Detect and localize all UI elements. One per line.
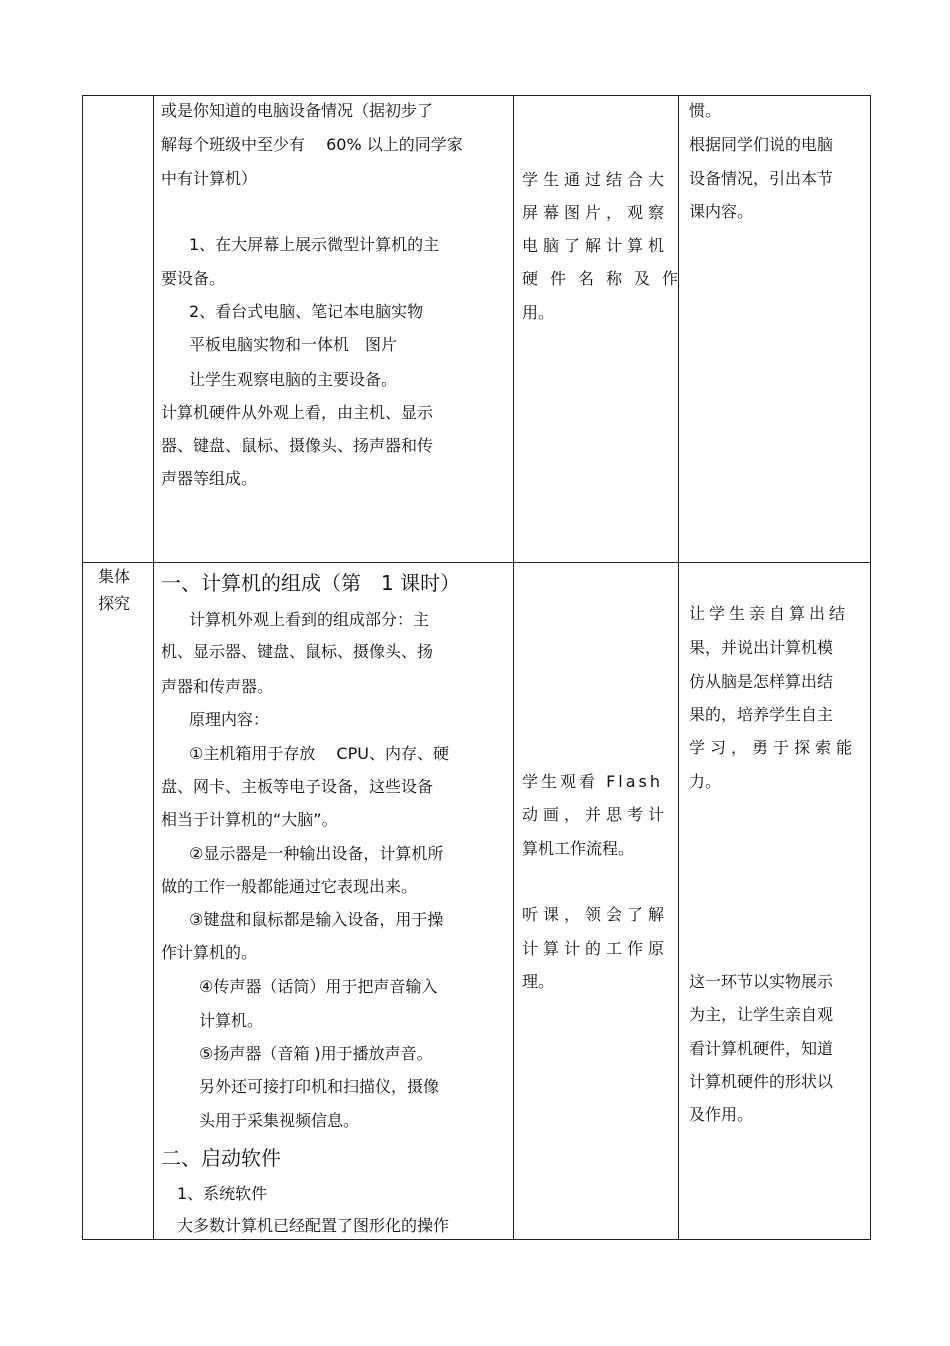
row1-intent-line: 课内容。 — [689, 202, 754, 221]
row2-student-line: 动画，并思考计 — [522, 805, 670, 824]
row2-student-line: 学生观看 Flash — [522, 772, 664, 791]
row1-content-line: 或是你知道的电脑设备情况（据初步了 — [161, 101, 434, 120]
row1-student-line: 硬件名称及作 — [522, 269, 691, 288]
row1-content-line: 1、在大屏幕上展示微型计算机的主 — [189, 235, 440, 254]
row2-student-line: 听课，领会了解 — [522, 905, 670, 924]
row2-content-line: 大多数计算机已经配置了图形化的操作 — [177, 1216, 450, 1235]
row1-student-line: 电脑了解计算机 — [522, 236, 670, 255]
row1-intent-line: 设备情况，引出本节 — [689, 169, 834, 188]
row2-intent-line: 这一环节以实物展示 — [689, 972, 834, 991]
row2-content-line: 作计算机的。 — [161, 943, 258, 962]
row2-content-line: 计算机。 — [199, 1011, 264, 1030]
row1-content-line: 解每个班级中至少有 60% 以上的同学家 — [161, 135, 463, 154]
row2-intent-line: 计算机硬件的形状以 — [689, 1072, 834, 1091]
table-top-border — [82, 95, 871, 96]
row2-content-line: 机、显示器、键盘、鼠标、摄像头、扬 — [161, 642, 434, 661]
row1-content-line: 器、键盘、鼠标、摄像头、扬声器和传 — [161, 436, 434, 455]
row2-content-line: ④传声器（话筒）用于把声音输入 — [199, 977, 438, 996]
row2-intent-line: 果的，培养学生自主 — [689, 705, 834, 724]
row2-content-line: 计算机外观上看到的组成部分：主 — [189, 610, 430, 629]
row1-content-line: 声器等组成。 — [161, 469, 258, 488]
row-divider — [82, 562, 871, 563]
row2-content-line: ③键盘和鼠标都是输入设备，用于操 — [189, 910, 444, 929]
row2-student-line: 算机工作流程。 — [522, 839, 635, 858]
row2-content-line: ②显示器是一种输出设备，计算机所 — [189, 844, 444, 863]
row1-content-line: 平板电脑实物和一体机 图片 — [189, 335, 398, 354]
row2-intent-line: 仿从脑是怎样算出结 — [689, 672, 834, 691]
column-divider-2 — [513, 95, 514, 1240]
row1-student-line: 学生通过结合大 — [522, 170, 670, 189]
table-right-border — [870, 95, 871, 1240]
column-divider-1 — [153, 95, 154, 1240]
section-heading: 二、启动软件 — [161, 1146, 281, 1170]
row2-student-line: 理。 — [522, 972, 555, 991]
row2-content-line: 头用于采集视频信息。 — [199, 1111, 360, 1130]
row2-content-line: 盘、网卡、主板等电子设备，这些设备 — [161, 777, 434, 796]
row1-intent-line: 惯。 — [689, 101, 722, 120]
row2-intent-line: 为主，让学生亲自观 — [689, 1005, 834, 1024]
row2-content-line: 做的工作一般都能通过它表现出来。 — [161, 877, 418, 896]
row2-content-line: 原理内容： — [189, 710, 270, 729]
row2-intent-line: 让学生亲自算出结 — [689, 604, 850, 623]
row2-content-line: 声器和传声器。 — [161, 677, 274, 696]
table-left-border — [82, 95, 83, 1240]
row2-content-line: ⑤扬声器（音箱 )用于播放声音。 — [199, 1044, 433, 1063]
row1-content-line: 计算机硬件从外观上看，由主机、显示 — [161, 403, 434, 422]
row1-intent-line: 根据同学们说的电脑 — [689, 135, 834, 154]
stage-label: 探究 — [98, 594, 131, 613]
table-bottom-border — [82, 1239, 871, 1240]
row2-content-line: 相当于计算机的“大脑”。 — [161, 810, 338, 829]
row2-intent-line: 学习，勇于探索能 — [689, 738, 858, 757]
row2-content-line: 另外还可接打印机和扫描仪，摄像 — [199, 1077, 440, 1096]
row1-content-line: 要设备。 — [161, 269, 226, 288]
row2-content-line: ①主机箱用于存放 CPU、内存、硬 — [189, 744, 449, 763]
row1-content-line: 让学生观察电脑的主要设备。 — [189, 370, 398, 389]
section-heading: 一、计算机的组成（第 1 课时） — [161, 571, 461, 595]
column-divider-3 — [678, 95, 679, 1240]
row1-student-line: 屏幕图片，观察 — [522, 203, 670, 222]
row2-intent-line: 果，并说出计算机模 — [689, 638, 834, 657]
row2-intent-line: 力。 — [689, 772, 722, 791]
row1-content-line: 2、看台式电脑、笔记本电脑实物 — [189, 302, 424, 321]
row1-content-line: 中有计算机） — [161, 169, 258, 188]
row1-student-line: 用。 — [522, 303, 555, 322]
row2-intent-line: 及作用。 — [689, 1105, 754, 1124]
row2-intent-line: 看计算机硬件，知道 — [689, 1039, 834, 1058]
row2-content-line: 1、系统软件 — [177, 1184, 268, 1203]
row2-student-line: 计算计的工作原 — [522, 939, 670, 958]
stage-label: 集体 — [98, 567, 131, 586]
